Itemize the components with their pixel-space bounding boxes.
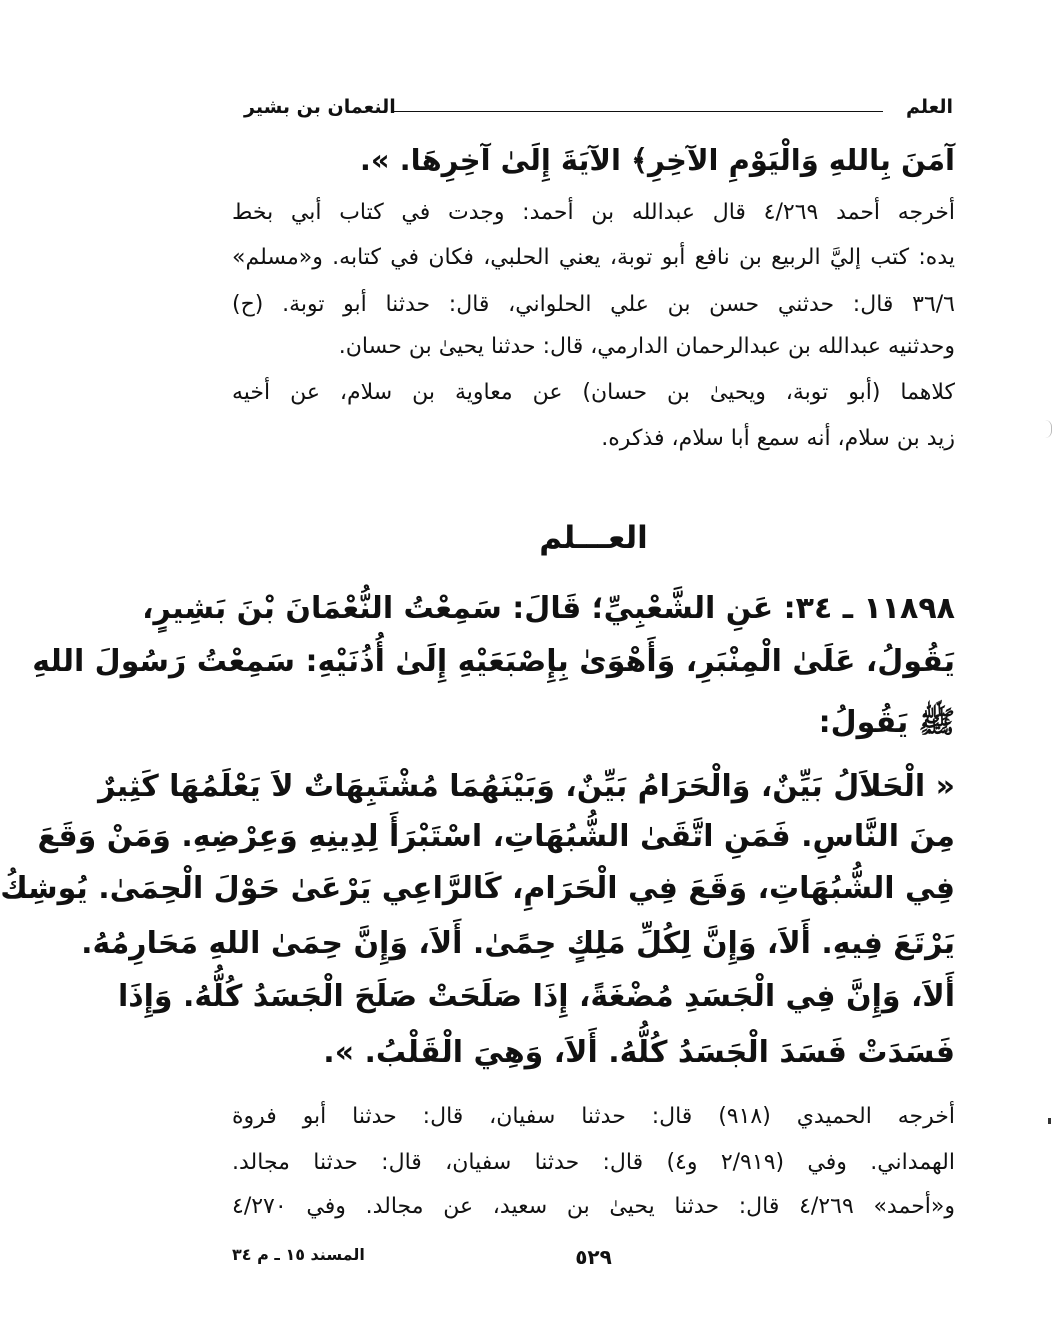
note-line: ٣٦/٦ قال: حدثني حسن بن علي الحلواني، قال: حدثنا أبو توبة. (ح) (232, 292, 955, 317)
running-header-chapter: العلم (905, 96, 953, 118)
note-line: كلاهما (أبو توبة، ويحيىٰ بن حسان) عن معاوية بن سلام، عن أخيه (232, 380, 955, 405)
top-verse-line: آمَنَ بِاللهِ وَالْيَوْمِ الآخِرِ﴾ الآيَةَ إِلَىٰ آخِرِهَا. ». (359, 143, 955, 177)
hadith-line: فِي الشُّبُهَاتِ، وَقَعَ فِي الْحَرَامِ، كَالرَّاعِي يَرْعَىٰ حَوْلَ الْحِمَىٰ. يُوشِكُ (0, 871, 955, 906)
note-line: الهمداني. وفي (٢/٩١٩ و٤) قال: حدثنا سفيان، قال: حدثنا مجالد. (232, 1150, 955, 1175)
signature-mark: المسند ١٥ ـ م ٣٤ (232, 1245, 365, 1264)
hadith-line: « الْحَلاَلُ بَيِّنٌ، وَالْحَرَامُ بَيِّنٌ، وَبَيْنَهُمَا مُشْتَبِهَاتٌ لاَ يَعْلَمُهَا كَثِيرٌ (98, 769, 955, 804)
running-header-companion: النعمان بن بشير (244, 96, 396, 118)
hadith-line: مِنَ النَّاسِ. فَمَنِ اتَّقَىٰ الشُّبُهَاتِ، اسْتَبْرَأَ لِدِينِهِ وَعِرْضِهِ. وَمَنْ وَقَعَ (37, 819, 955, 854)
note-line: و«أحمد» ٤/٢٦٩ قال: حدثنا يحيىٰ بن سعيد، عن مجالد. وفي ٤/٢٧٠ (232, 1194, 955, 1219)
note-line: أخرجه أحمد ٤/٢٦٩ قال عبدالله بن أحمد: وجدت في كتاب أبي بخط (232, 200, 955, 225)
section-title: العـــلم (539, 520, 648, 556)
note-line: وحدثنيه عبدالله بن عبدالرحمان الدارمي، قال: حدثنا يحيىٰ بن حسان. (338, 334, 955, 359)
note-line: يده: كتب إليَّ الربيع بن نافع أبو توبة، يعني الحلبي، فكان في كتابه. و«مسلم» (232, 245, 955, 270)
scan-speck (1048, 1118, 1051, 1124)
hadith-line: فَسَدَتْ فَسَدَ الْجَسَدُ كُلُّهُ. أَلاَ، وَهِيَ الْقَلْبُ. ». (323, 1035, 955, 1070)
note-line: زيد بن سلام، أنه سمع أبا سلام، فذكره. (601, 426, 955, 451)
hadith-line: أَلاَ، وَإِنَّ فِي الْجَسَدِ مُضْغَةً، إِذَا صَلَحَتْ صَلَحَ الْجَسَدُ كُلُّهُ. وَإِذَا (117, 979, 955, 1014)
header-rule (394, 111, 883, 112)
scan-edge-mark (1045, 420, 1052, 438)
hadith-line: ١١٨٩٨ ـ ٣٤: عَنِ الشَّعْبِيِّ؛ قَالَ: سَمِعْتُ النُّعْمَانَ بْنَ بَشِيرٍ، (142, 591, 955, 626)
note-line: أخرجه الحميدي (٩١٨) قال: حدثنا سفيان، قال: حدثنا أبو فروة (232, 1104, 955, 1129)
hadith-line: يَرْتَعَ فِيهِ. أَلاَ، وَإِنَّ لِكُلِّ مَلِكٍ حِمًىٰ. أَلاَ، وَإِنَّ حِمَىٰ اللهِ مَحَارِمُهُ. (81, 926, 955, 961)
page-number: ٥٢٩ (575, 1245, 612, 1269)
hadith-line: يَقُولُ، عَلَىٰ الْمِنْبَرِ، وَأَهْوَىٰ بِإِصْبَعَيْهِ إِلَىٰ أُذُنَيْهِ: سَمِعْتُ رَسُولَ اللهِ (32, 644, 955, 679)
hadith-line: ﷺ يَقُولُ: (818, 705, 955, 740)
